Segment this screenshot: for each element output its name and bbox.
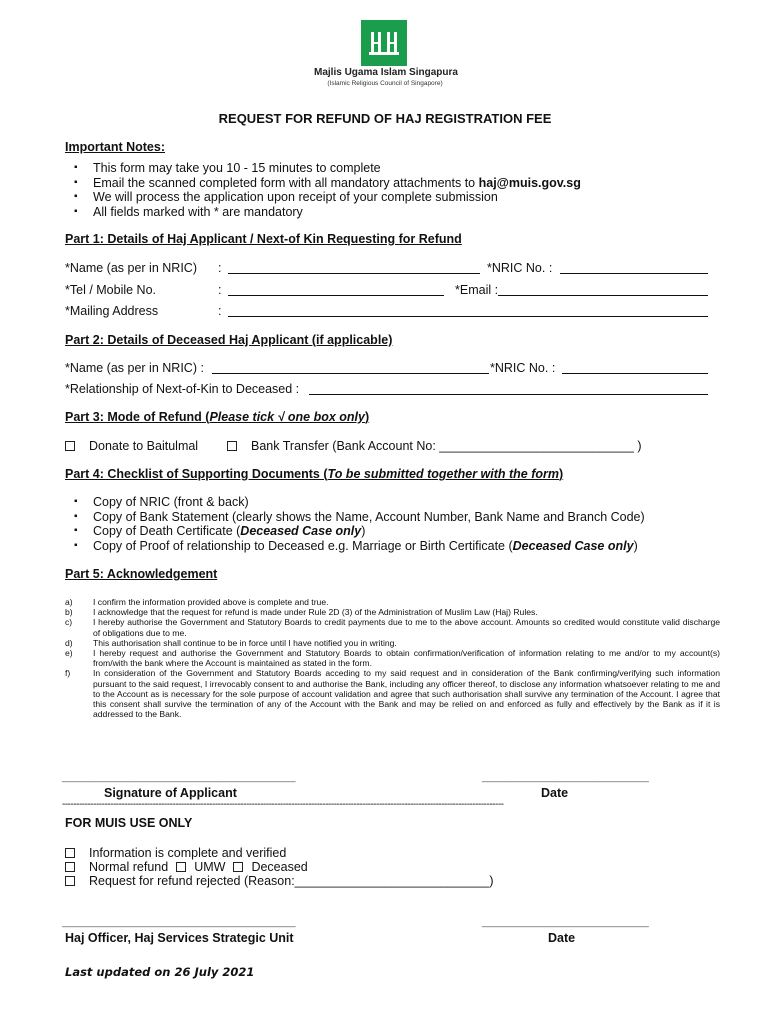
note-item: ▪ This form may take you 10 - 15 minutes to complete	[65, 161, 581, 176]
muis-option-rejected: Request for refund rejected (Reason:____________________________)	[65, 874, 494, 888]
ack-item: b) I acknowledge that the request for refund is made under Rule 2D (3) of the Administration of Muslim Law (Haj) Rules.	[65, 607, 538, 618]
deceased-nric-field[interactable]	[562, 373, 708, 374]
deceased-name-label: *Name (as per in NRIC) :	[65, 361, 204, 375]
checklist-item: ▪ Copy of Proof of relationship to Deceased e.g. Marriage or Birth Certificate (Deceased Case only)	[65, 539, 645, 554]
note-item: ▪ Email the scanned completed form with all mandatory attachments to haj@muis.gov.sg	[65, 176, 581, 191]
normal-refund-checkbox[interactable]	[65, 862, 75, 872]
email-field[interactable]	[498, 295, 708, 296]
part2-heading: Part 2: Details of Deceased Haj Applicant (if applicable)	[65, 333, 393, 347]
officer-date-label: Date	[548, 931, 576, 945]
muis-heading: FOR MUIS USE ONLY	[65, 816, 193, 830]
ack-item: f) In consideration of the Government and Statutory Boards acceding to my said request and in consideration of the Bank confirming/verifying such information pursuant to the said request, I irrevocably consent to and authorise the Bank, including any officer thereof, to disclose any information whatsoever relating to me and to the Account as is necessary for the sole purpose of account validation and agree that such authorisation shall survive any termination of the Account. I agree that this consent shall survive the termination of any of the Account with the Bank and may be relied on and enforced as fully and effectively by the Bank as if it is addressed to the Bank.	[65, 668, 720, 720]
officer-label: Haj Officer, Haj Services Strategic Unit	[65, 931, 294, 945]
part1-heading: Part 1: Details of Haj Applicant / Next-of Kin Requesting for Refund	[65, 232, 462, 246]
note-item: ▪ We will process the application upon receipt of your complete submission	[65, 190, 581, 205]
officer-signature-line[interactable]: __________________________________________	[62, 917, 296, 928]
bank-transfer-checkbox[interactable]	[227, 441, 237, 451]
relationship-field[interactable]	[309, 394, 708, 395]
checklist-item: ▪ Copy of Death Certificate (Deceased Case only)	[65, 524, 645, 539]
separator: ------------------------------------------------------------------------------------------------------------------------------------------------------------	[62, 799, 504, 810]
ack-item: a) I confirm the information provided above is complete and true.	[65, 597, 329, 607]
applicant-name-field[interactable]	[228, 273, 480, 274]
applicant-name-label: *Name (as per in NRIC)	[65, 261, 197, 275]
colon: :	[218, 283, 222, 297]
note-item: ▪ All fields marked with * are mandatory	[65, 205, 581, 220]
checklist-item: ▪ Copy of Bank Statement (clearly shows the Name, Account Number, Bank Name and Branch Code)	[65, 510, 645, 525]
part3-heading: Part 3: Mode of Refund (Please tick √ one box only)	[65, 410, 370, 424]
checklist-item: ▪ Copy of NRIC (front & back)	[65, 495, 645, 510]
verified-checkbox[interactable]	[65, 848, 75, 858]
donate-option[interactable]: Donate to Baitulmal	[65, 439, 198, 453]
org-name: Majlis Ugama Islam Singapura	[314, 67, 458, 78]
address-label: *Mailing Address	[65, 304, 159, 318]
bank-transfer-option[interactable]: Bank Transfer (Bank Account No: ____________________________ )	[227, 439, 642, 453]
applicant-nric-field[interactable]	[560, 273, 708, 274]
muis-logo-icon	[361, 20, 407, 66]
tel-field[interactable]	[228, 295, 444, 296]
signature-label: Signature of Applicant	[104, 786, 237, 800]
last-updated: Last updated on 26 July 2021	[65, 965, 255, 979]
ack-item: c) I hereby authorise the Government and Statutory Boards to credit payments due to me to the above account. Amounts so credited would constitute valid discharge of obligations due to me.	[65, 617, 720, 638]
ack-item: e) I hereby request and authorise the Government and Statutory Boards to obtain confirmation/verification of information relating to me and/or to my account(s) from/with the bank where the Account is maintained as stated in the form.	[65, 648, 720, 669]
tel-label: *Tel / Mobile No.	[65, 283, 157, 297]
colon: :	[218, 304, 222, 318]
applicant-date-label: Date	[541, 786, 569, 800]
muis-option-refund-type: Normal refund UMW Deceased	[65, 860, 308, 874]
form-title: REQUEST FOR REFUND OF HAJ REGISTRATION FEE	[218, 111, 552, 126]
signature-line[interactable]: __________________________________________	[62, 772, 296, 783]
donate-checkbox[interactable]	[65, 441, 75, 451]
officer-date-line[interactable]: ______________________________	[482, 917, 649, 928]
deceased-nric-label: *NRIC No. :	[490, 361, 556, 375]
applicant-date-line[interactable]: ______________________________	[482, 772, 649, 783]
notes-list	[65, 161, 581, 219]
relationship-label: *Relationship of Next-of-Kin to Deceased :	[65, 382, 300, 396]
umw-checkbox[interactable]	[176, 862, 186, 872]
muis-option-verified: Information is complete and verified	[65, 846, 286, 860]
deceased-checkbox[interactable]	[233, 862, 243, 872]
org-subtitle: (Islamic Religious Council of Singapore)	[327, 80, 443, 87]
ack-item: d) This authorisation shall continue to be in force until I have notified you in writing.	[65, 637, 397, 648]
applicant-nric-label: *NRIC No. :	[487, 261, 553, 275]
rejected-checkbox[interactable]	[65, 876, 75, 886]
contact-email[interactable]: haj@muis.gov.sg	[478, 175, 581, 190]
deceased-name-field[interactable]	[212, 373, 489, 374]
part4-heading: Part 4: Checklist of Supporting Documents (To be submitted together with the form)	[65, 467, 564, 481]
part5-heading: Part 5: Acknowledgement	[65, 567, 218, 581]
muis-logo	[361, 20, 407, 66]
notes-heading: Important Notes:	[65, 140, 165, 154]
email-label: *Email :	[455, 283, 499, 297]
checklist	[65, 495, 645, 553]
colon: :	[218, 261, 222, 275]
address-field[interactable]	[228, 316, 708, 317]
acknowledgement-list	[65, 597, 720, 719]
